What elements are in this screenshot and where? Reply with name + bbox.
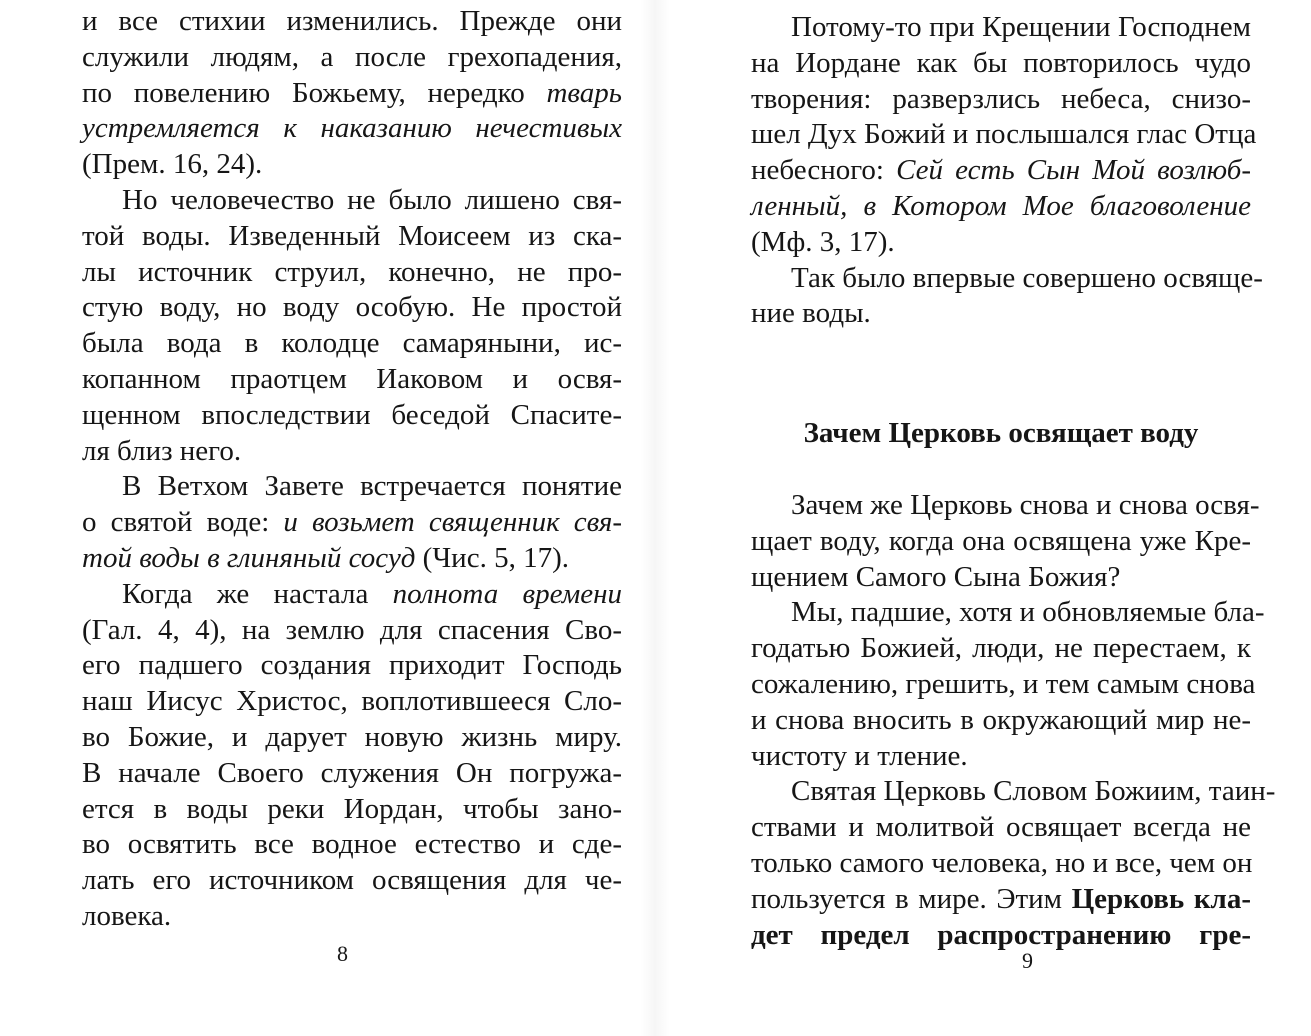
page-number: 9 bbox=[1022, 948, 1033, 973]
text-span: во освятить все водное естество и сде- bbox=[82, 828, 622, 861]
bold-emphasis: Церковь кла- bbox=[1071, 882, 1251, 915]
section-gap bbox=[751, 452, 1251, 488]
text-line bbox=[751, 918, 1251, 954]
text-line bbox=[82, 863, 622, 899]
italic-quote: ленный, в Котором Мое благоволение bbox=[751, 189, 1251, 222]
text-span: служили людям, а после грехопадения, bbox=[82, 40, 622, 73]
scripture-reference: (Прем. 16, 24). bbox=[82, 148, 263, 181]
text-line bbox=[82, 255, 622, 291]
right-page-text bbox=[751, 10, 1276, 953]
text-span: ловека. bbox=[82, 899, 172, 932]
text-line bbox=[751, 703, 1251, 739]
text-span: Так было впервые совершено освяще- bbox=[791, 261, 1263, 294]
text-span: ствами и молитвой освящает всегда не bbox=[751, 811, 1251, 844]
right-page bbox=[655, 0, 1311, 1036]
text-span: ние воды. bbox=[751, 297, 871, 330]
text-span: его падшего создания приходит Господь bbox=[82, 649, 622, 682]
text-span: (Гал. 4, 4), на землю для спасения Сво- bbox=[82, 613, 622, 646]
text-span: той воды. Изведенный Моисеем из ска- bbox=[82, 219, 622, 252]
text-span: копанном праотцем Иаковом и освя- bbox=[82, 362, 622, 395]
italic-quote: Сей есть Сын Мой возлюб- bbox=[896, 154, 1251, 187]
italic-quote: тварь bbox=[546, 76, 622, 109]
text-line bbox=[82, 219, 622, 255]
text-span: была вода в колодце самаряныни, ис- bbox=[82, 327, 622, 360]
text-line bbox=[82, 183, 622, 219]
text-span: чистоту и тление. bbox=[751, 739, 968, 772]
text-span: лать его источником освящения для че- bbox=[82, 864, 622, 897]
text-line bbox=[751, 10, 1251, 46]
text-line bbox=[82, 40, 622, 76]
text-line bbox=[82, 147, 622, 183]
text-span: годатью Божией, люди, не перестаем, к bbox=[751, 632, 1251, 665]
text-line bbox=[82, 505, 622, 541]
text-span: Зачем же Церковь снова и снова освя- bbox=[791, 488, 1260, 521]
text-line bbox=[82, 648, 622, 684]
text-line bbox=[82, 290, 622, 326]
text-span: и снова вносить в окружающий мир не- bbox=[751, 703, 1251, 736]
text-line bbox=[751, 560, 1251, 596]
text-line bbox=[751, 225, 1251, 261]
italic-quote: той воды в глиняный сосуд bbox=[82, 541, 416, 574]
text-span: лы источник струил, конечно, не про- bbox=[82, 255, 622, 288]
scripture-reference: (Мф. 3, 17). bbox=[751, 225, 895, 258]
section-heading: Зачем Церковь освящает воду bbox=[803, 417, 1199, 450]
italic-quote: полнота времени bbox=[392, 577, 622, 610]
text-span: стую воду, но воду особую. Не простой bbox=[82, 291, 622, 324]
text-line bbox=[82, 756, 622, 792]
text-line bbox=[82, 720, 622, 756]
text-span: на Иордане как бы повторилось чудо bbox=[751, 46, 1251, 79]
bold-emphasis: дет предел распространению гре- bbox=[751, 918, 1251, 951]
scripture-reference: (Чис. 5, 17). bbox=[415, 541, 569, 574]
text-span: ется в воды реки Иордан, чтобы зано- bbox=[82, 792, 622, 825]
text-line bbox=[751, 153, 1251, 189]
text-line bbox=[751, 82, 1251, 118]
text-line bbox=[751, 46, 1251, 82]
text-line bbox=[82, 899, 622, 935]
text-span: Но человечество не было лишено свя- bbox=[122, 183, 622, 216]
text-span: наш Иисус Христос, воплотившееся Сло- bbox=[82, 685, 622, 718]
text-span: небесного: bbox=[751, 154, 897, 187]
text-line bbox=[751, 296, 1251, 332]
text-line bbox=[82, 76, 622, 112]
text-span: сожалению, грешить, и тем самым снова bbox=[751, 667, 1256, 700]
text-line bbox=[751, 488, 1260, 524]
text-line bbox=[751, 846, 1251, 882]
text-line bbox=[82, 577, 622, 613]
text-line bbox=[82, 326, 622, 362]
text-line bbox=[82, 362, 622, 398]
text-line bbox=[751, 595, 1265, 631]
text-span: пользуется в мире. Этим bbox=[751, 882, 1072, 915]
text-line bbox=[82, 613, 622, 649]
text-line bbox=[82, 792, 622, 828]
text-line bbox=[751, 631, 1251, 667]
text-line bbox=[751, 667, 1256, 703]
text-line bbox=[751, 882, 1251, 918]
text-line bbox=[751, 261, 1263, 297]
text-span: творения: разверзлись небеса, снизо- bbox=[751, 82, 1251, 115]
text-line bbox=[751, 117, 1257, 153]
text-span: Потому-то при Крещении Господнем bbox=[791, 11, 1251, 43]
text-span: щает воду, когда она освящена уже Кре- bbox=[751, 524, 1251, 557]
left-page bbox=[0, 0, 655, 1036]
text-span: щением Самого Сына Божия? bbox=[751, 560, 1121, 593]
text-line bbox=[82, 111, 622, 147]
italic-quote: и возьмет священник свя- bbox=[283, 506, 622, 539]
text-line bbox=[82, 827, 622, 863]
text-span: щенном впоследствии беседой Спасите- bbox=[82, 398, 622, 431]
text-span: и все стихии изменились. Прежде они bbox=[82, 5, 622, 37]
italic-quote: устремляется к наказанию нечестивых bbox=[82, 112, 622, 145]
text-line bbox=[82, 541, 622, 577]
text-span: во Божие, и дарует новую жизнь миру. bbox=[82, 720, 622, 753]
text-span: Когда же настала bbox=[122, 577, 393, 610]
text-span: В Ветхом Завете встречается понятие bbox=[122, 470, 622, 503]
text-span: В начале Своего служения Он погружа- bbox=[82, 756, 622, 789]
text-line bbox=[82, 469, 622, 505]
text-line bbox=[82, 398, 622, 434]
text-span: Святая Церковь Словом Божиим, таин- bbox=[791, 775, 1276, 808]
page-number: 8 bbox=[337, 941, 348, 966]
text-span: Мы, падшие, хотя и обновляемые бла- bbox=[791, 596, 1265, 629]
text-line bbox=[751, 189, 1251, 225]
text-line bbox=[751, 524, 1251, 560]
text-line bbox=[82, 4, 622, 40]
text-line bbox=[751, 810, 1251, 846]
text-span: по повелению Божьему, нередко bbox=[82, 76, 547, 109]
text-line bbox=[751, 739, 1251, 775]
text-span: о святой воде: bbox=[82, 506, 284, 539]
text-span: ля близ него. bbox=[82, 434, 242, 467]
left-page-text bbox=[82, 4, 622, 935]
text-line bbox=[82, 434, 622, 470]
section-gap bbox=[751, 332, 1251, 416]
text-span: только самого человека, но и все, чем он bbox=[751, 846, 1253, 879]
text-span: шел Дух Божий и послышался глас Отца bbox=[751, 118, 1257, 151]
text-line bbox=[751, 774, 1276, 810]
text-line bbox=[82, 684, 622, 720]
